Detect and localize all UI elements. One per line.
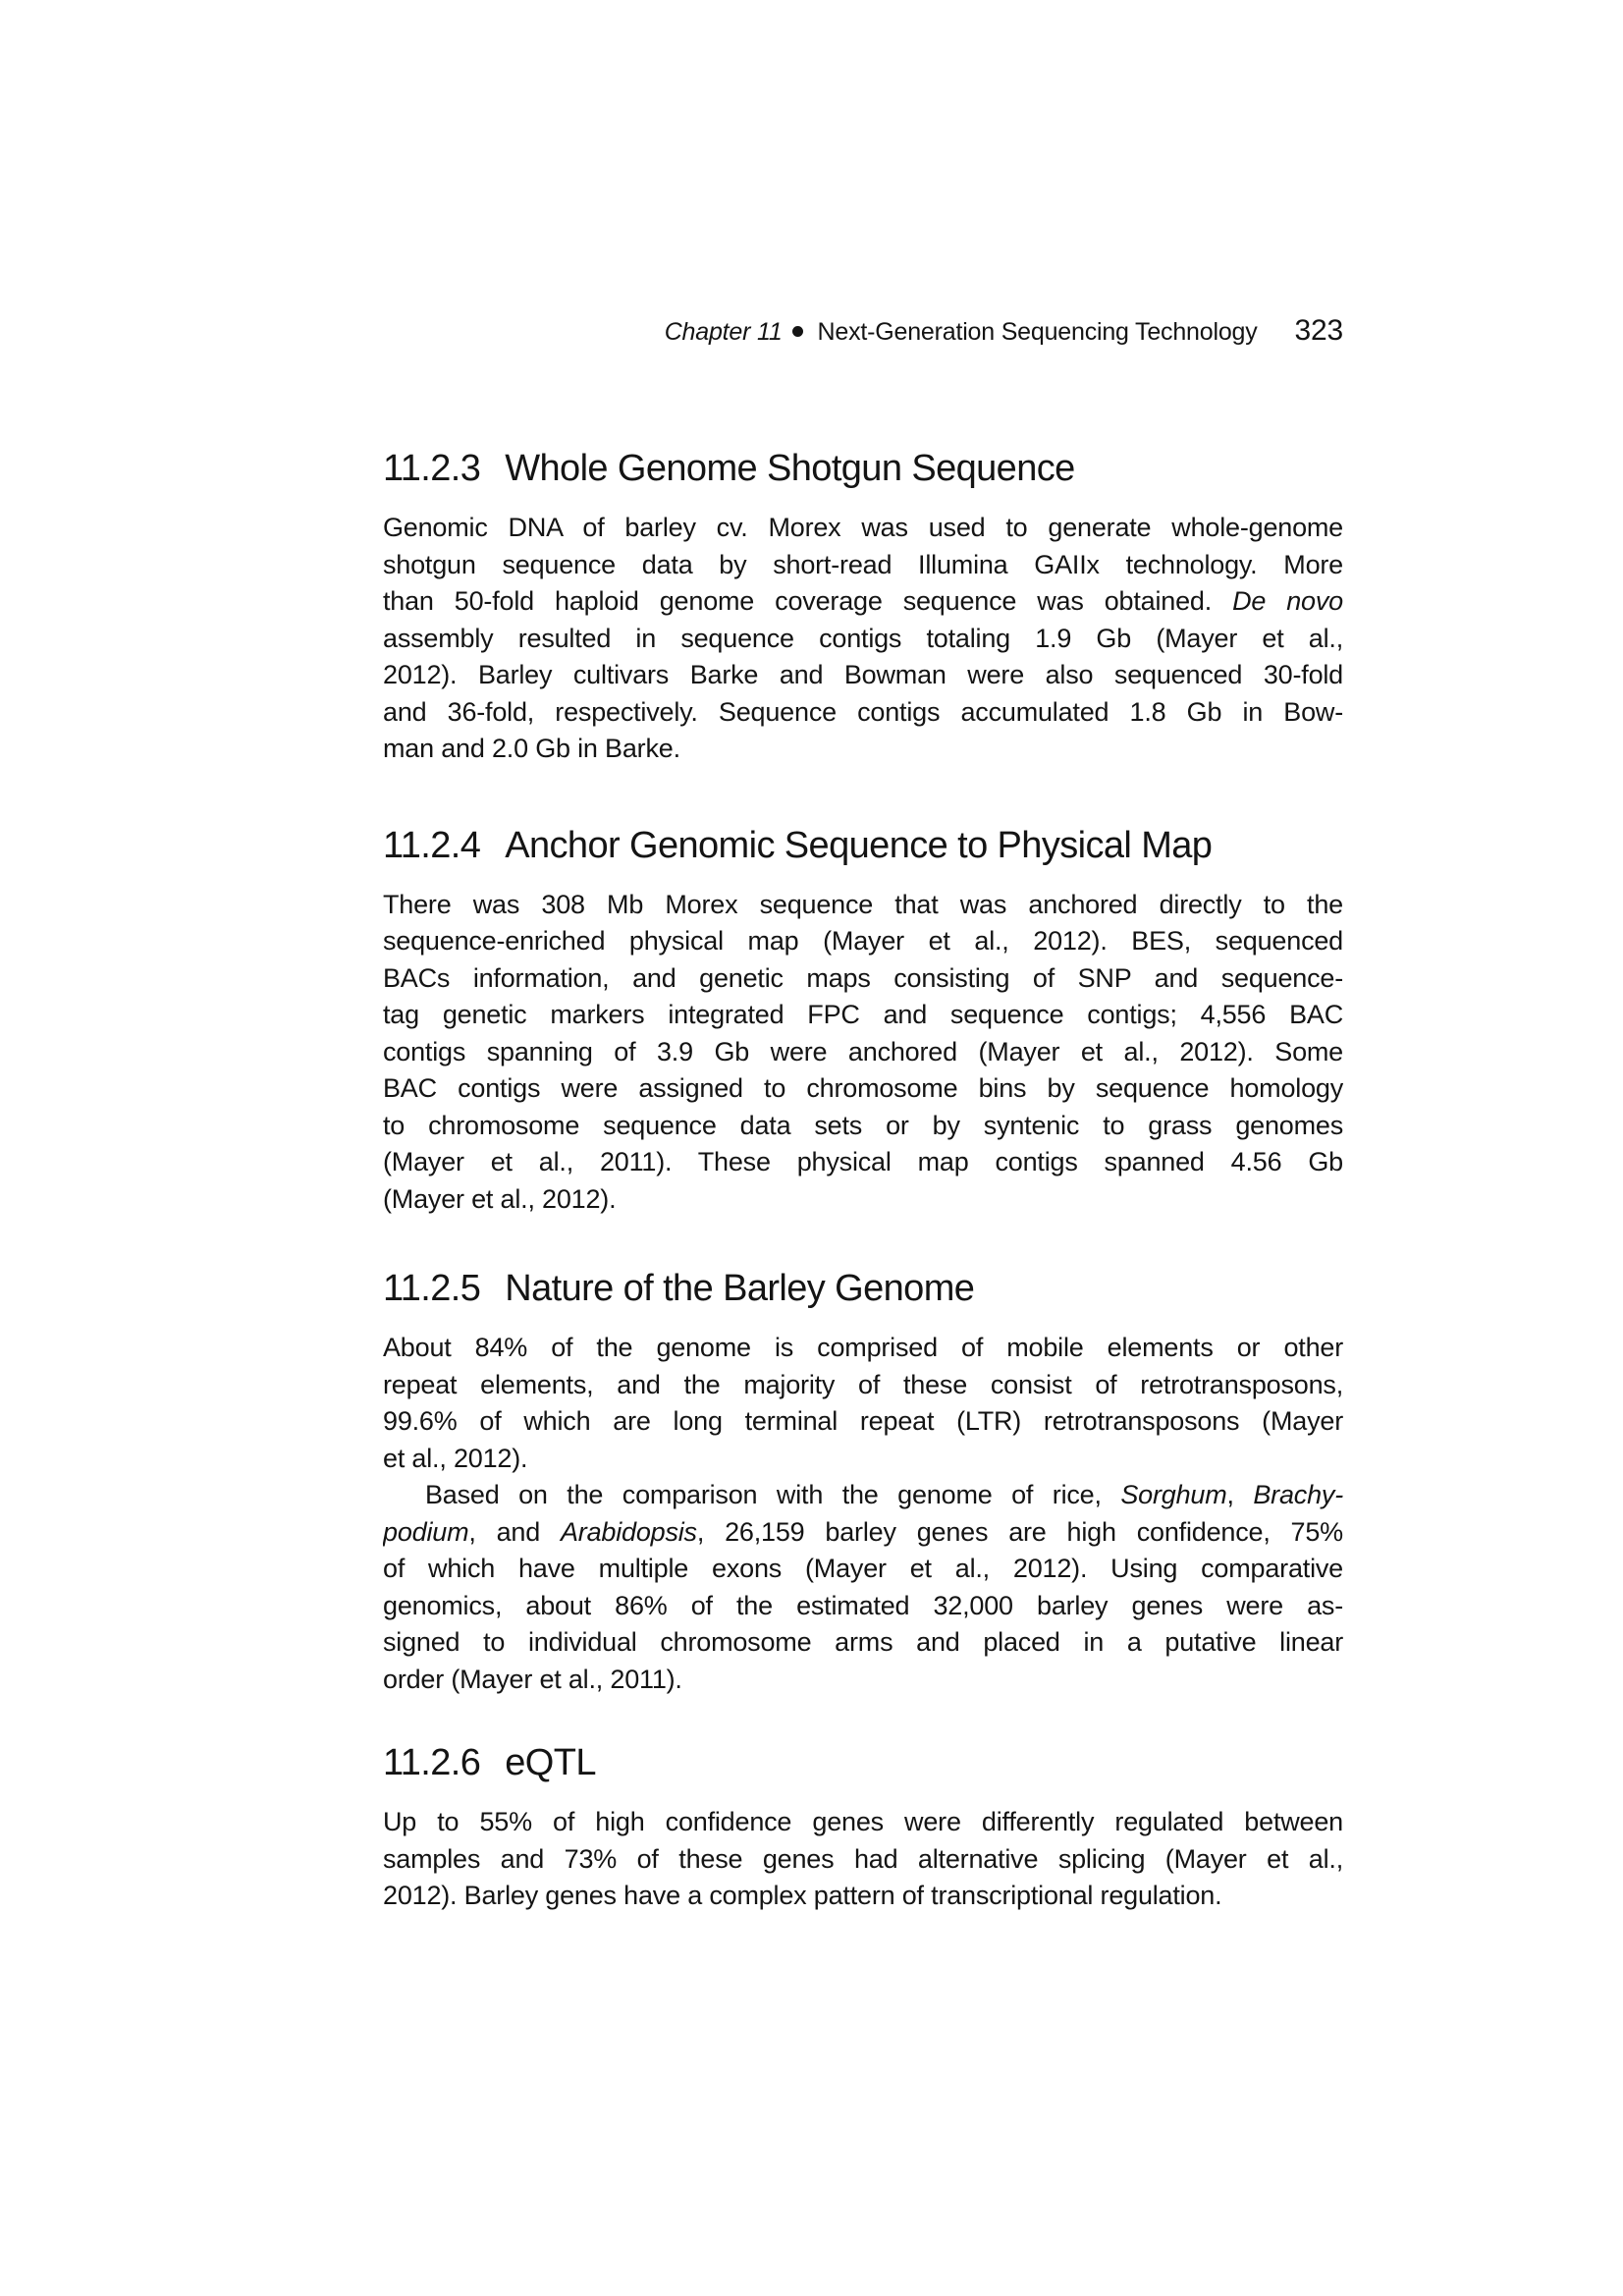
text-line: Genomic DNA of barley cv. Morex was used to generate whole-genome xyxy=(383,513,1343,542)
text-line: to chromosome sequence data sets or by syntenic to grass genomes xyxy=(383,1110,1343,1140)
bullet-icon xyxy=(792,326,803,337)
section-heading xyxy=(383,447,1343,490)
section-heading xyxy=(383,1741,1343,1784)
text-line: et al., 2012). xyxy=(383,1443,528,1473)
paragraph xyxy=(383,887,1343,1219)
section-11.2.4 xyxy=(383,824,1343,1219)
text-line: sequence-enriched physical map (Mayer et al., 2012). BES, sequenced xyxy=(383,926,1343,956)
text-line: genomics, about 86% of the estimated 32,000 barley genes were as- xyxy=(383,1590,1343,1620)
text-line: repeat elements, and the majority of these consist of retrotransposons, xyxy=(383,1369,1343,1399)
running-head xyxy=(383,314,1343,348)
text-line: than 50-fold haploid genome coverage sequence was obtained. De novo xyxy=(383,586,1343,616)
text-line: About 84% of the genome is comprised of mobile elements or other xyxy=(383,1333,1343,1362)
paragraph xyxy=(383,510,1343,768)
running-head-title: Next-Generation Sequencing Technology xyxy=(817,318,1258,346)
text-line: tag genetic markers integrated FPC and sequence contigs; 4,556 BAC xyxy=(383,1000,1343,1029)
text-line: assembly resulted in sequence contigs totaling 1.9 Gb (Mayer et al., xyxy=(383,623,1343,653)
section-heading xyxy=(383,824,1343,867)
text-line: shotgun sequence data by short-read Illumina GAIIx technology. More xyxy=(383,549,1343,579)
text-line: 99.6% of which are long terminal repeat (LTR) retrotransposons (Mayer xyxy=(383,1406,1343,1436)
section-number: 11.2.4 xyxy=(383,824,481,866)
chapter-label: Chapter 11 xyxy=(664,318,783,346)
section-number: 11.2.3 xyxy=(383,448,481,489)
section-11.2.3 xyxy=(383,447,1343,768)
text-line: 2012). Barley genes have a complex pattern of transcriptional regulation. xyxy=(383,1881,1222,1910)
section-title: Nature of the Barley Genome xyxy=(505,1268,975,1309)
text-line: man and 2.0 Gb in Barke. xyxy=(383,734,680,763)
section-number: 11.2.5 xyxy=(383,1268,481,1309)
section-heading xyxy=(383,1267,1343,1310)
section-title: eQTL xyxy=(505,1742,596,1783)
text-line: signed to individual chromosome arms and placed in a putative linear xyxy=(383,1627,1343,1657)
section-11.2.6 xyxy=(383,1741,1343,1915)
text-line: BACs information, and genetic maps consisting of SNP and sequence- xyxy=(383,962,1343,993)
text-line: (Mayer et al., 2011). These physical map contigs spanned 4.56 Gb xyxy=(383,1147,1343,1176)
text-line: and 36-fold, respectively. Sequence contigs accumulated 1.8 Gb in Bow- xyxy=(383,696,1343,727)
text-line: order (Mayer et al., 2011). xyxy=(383,1664,682,1694)
text-line: contigs spanning of 3.9 Gb were anchored (Mayer et al., 2012). Some xyxy=(383,1036,1343,1066)
text-line: 2012). Barley cultivars Barke and Bowman were also sequenced 30-fold xyxy=(383,660,1343,689)
paragraph xyxy=(383,1804,1343,1915)
text-line: (Mayer et al., 2012). xyxy=(383,1183,617,1214)
text-line: of which have multiple exons (Mayer et al., 2012). Using comparative xyxy=(383,1554,1343,1583)
section-title: Whole Genome Shotgun Sequence xyxy=(505,448,1075,489)
paragraph xyxy=(383,1330,1343,1477)
text-line: samples and 73% of these genes had alternative splicing (Mayer et al., xyxy=(383,1843,1343,1874)
section-title: Anchor Genomic Sequence to Physical Map xyxy=(505,824,1213,866)
page-number: 323 xyxy=(1294,314,1343,347)
section-number: 11.2.6 xyxy=(383,1742,481,1783)
text-line: There was 308 Mb Morex sequence that was anchored directly to the xyxy=(383,889,1343,919)
text-line: podium, and Arabidopsis, 26,159 barley genes are high confidence, 75% xyxy=(383,1516,1343,1547)
text-line: Based on the comparison with the genome of rice, Sorghum, Brachy- xyxy=(425,1480,1343,1509)
text-line: Up to 55% of high confidence genes were differently regulated between xyxy=(383,1807,1343,1836)
text-line: BAC contigs were assigned to chromosome bins by sequence homology xyxy=(383,1073,1343,1103)
paragraph xyxy=(383,1477,1343,1698)
section-11.2.5 xyxy=(383,1267,1343,1698)
sections xyxy=(383,447,1343,1915)
